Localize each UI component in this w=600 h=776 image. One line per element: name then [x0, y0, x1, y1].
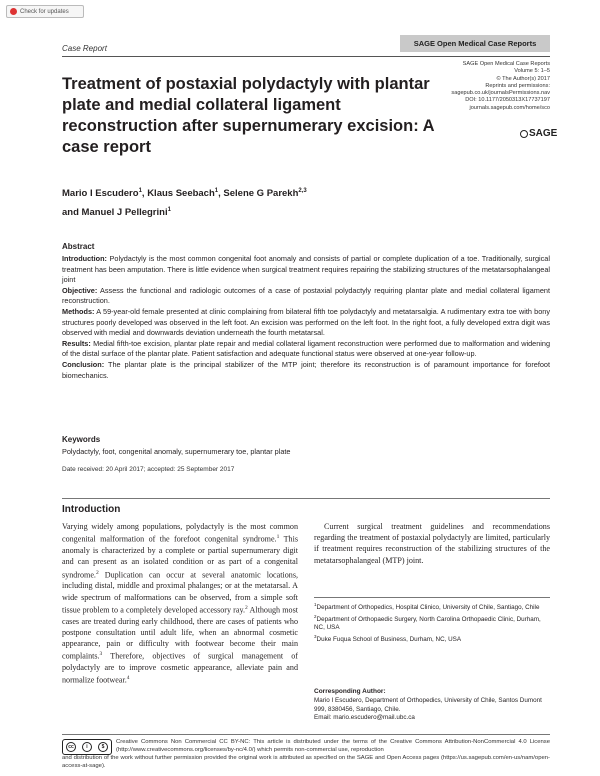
keywords-heading: Keywords — [62, 435, 101, 444]
abstract-body — [62, 254, 550, 381]
license-text-continued: and distribution of the work without further permission provided the original work is attributed as specified on the SAGE and Open Access pages (https://us.sagepub.com/en-us/nam/open-access-at-sage). — [62, 755, 550, 770]
sage-logo-text: SAGE — [529, 128, 558, 139]
license-text: Creative Commons Non Commercial CC BY-NC: This article is distributed under the terms of the Creative Commons Attribution-NonCommercial 4.0 License (http://www.creativecommons.org/licenses/by-nc/4.0/) which permits non-commercial use, reproduction — [116, 739, 550, 754]
badge-label: Check for updates — [20, 8, 69, 15]
journal-name-bar: SAGE Open Medical Case Reports — [400, 35, 550, 52]
author-name: Mario I Escudero — [62, 188, 139, 200]
creative-commons-logo[interactable] — [62, 739, 112, 755]
corresponding-author-heading: Corresponding Author: — [314, 688, 386, 695]
meta-copyright: © The Author(s) 2017 — [496, 75, 550, 82]
author-name: Manuel J Pellegrini — [81, 207, 168, 219]
affiliations — [314, 601, 550, 644]
abstract-objective: Objective: Assess the functional and radiologic outcomes of a case of postaxial polydactyly requiring plantar plate and medial collateral ligament reconstruction. — [62, 285, 551, 306]
license-divider — [62, 734, 550, 735]
introduction-heading: Introduction — [62, 504, 121, 515]
author-name: Klaus Seebach — [147, 188, 215, 200]
keywords-list: Polydactyly, foot, congenital anomaly, supernumerary toe, plantar plate — [62, 447, 291, 456]
section-divider — [62, 498, 550, 499]
article-type: Case Report — [62, 44, 107, 53]
journal-meta — [448, 61, 550, 112]
update-icon — [10, 8, 17, 15]
meta-permissions-link[interactable]: sagepub.co.uk/journalsPermissions.nav — [451, 90, 550, 97]
meta-volume: Volume 5: 1–5 — [514, 68, 550, 75]
abstract-methods: Methods: A 59-year-old female presented at clinic complaining from bilateral fifth toe polydactyly and metatarsalgia. A rudimentary extra toe with bony structures poorly developed was observed in the left foot. An excision was performed on the left foot. In the right foot, a fully developed extra digit was observed with medial and downwards deviation underneath the fourth metatarsal. — [62, 306, 550, 338]
citation-ref[interactable]: 2 — [245, 604, 248, 611]
affiliation-item: $^1$Department of Orthopedics, Hospital Clinico, University of Chile, Santiago, Chile — [314, 602, 540, 612]
introduction-paragraph-2: Current surgical treatment guidelines and recommendations regarding the treatment of postaxial polydactyly are limited, particularly if treatment requires reconstruction of the stabilizing structures of the metatarsophalangeal (MTP) joint. — [314, 522, 550, 565]
corresponding-author — [314, 697, 550, 723]
cc-icon: cc — [66, 742, 76, 752]
abstract-conclusion: Conclusion: The plantar plate is the principal stabilizer of the MTP joint; therefore its reconstruction is of paramount importance for forefoot biomechanics. — [62, 359, 550, 380]
affiliation-item: $^2$Department of Orthopaedic Surgery, North Carolina Orthopaedic Clinic, Durham, NC, USA — [314, 613, 541, 632]
abstract-heading: Abstract — [62, 242, 95, 251]
sage-logo — [520, 128, 557, 139]
corresponding-author-email[interactable]: Email: mario.escudero@mail.ubc.ca — [314, 714, 415, 721]
author-list: Mario I Escudero$^1$, Klaus Seebach$^1$, Selene G Parekh$^{2,3}$ and Manuel J Pellegrini$^1$ — [62, 188, 307, 219]
nc-icon: $ — [98, 742, 108, 752]
sage-logo-icon — [520, 130, 528, 138]
citation-ref[interactable]: 2 — [95, 569, 99, 576]
meta-doi[interactable]: DOI: 10.1177/2050313X17737197 — [465, 97, 550, 104]
affiliation-item: $^3$Duke Fuqua School of Business, Durham, NC, USA — [314, 633, 462, 643]
meta-journal-link[interactable]: journals.sagepub.com/home/sco — [469, 104, 550, 111]
meta-reprints: Reprints and permissions: — [485, 82, 550, 89]
citation-ref[interactable]: 4 — [126, 675, 130, 682]
introduction-paragraph-1: Varying widely among populations, polydactyly is the most common congenital malformation of the forefoot congenital syndrome.$^1$ This anomaly is characterized by a complete or partial supernumerary digit and can present as an isolated condition or as part of a congenital syndrome.$^2$ Duplication can occur at several anatomic locations, including distal, middle and proximal phalanges; or at the metatarsal. A wide spectrum of malformations can be observed, from a simple soft tissue problem to a completely developed accessory ray.$^2$ Although most cases are treated during early childhood, there are cases of patients who postpone consultation until adult life, when an abnormal cosmetic appearance, pain or difficulty with footwear become their main complaints.$^3$ Therefore, objectives of surgical management of polydactyly are to improve cosmetic appearance, alleviate pain and normalize footwear.$^4$ — [62, 522, 298, 686]
citation-ref[interactable]: 3 — [99, 651, 103, 658]
author-affil-sup: 1 — [167, 207, 171, 214]
citation-ref[interactable]: 1 — [276, 534, 280, 541]
author-affil-sup: 2,3 — [298, 188, 307, 194]
author-affil-sup: 1 — [138, 188, 142, 194]
author-affil-sup: 1 — [214, 188, 219, 194]
by-icon: i — [82, 742, 92, 752]
header-divider — [62, 56, 550, 57]
author-name: Selene G Parekh — [223, 188, 299, 200]
meta-journal: SAGE Open Medical Case Reports — [462, 61, 550, 67]
article-title: Treatment of postaxial polydactyly with plantar plate and medial collateral ligament reconstruction after supernumerary excision: A case report — [62, 75, 434, 156]
affiliations-divider — [314, 597, 550, 598]
abstract-introduction: Introduction: Polydactyly is the most common congenital foot anomaly and consists of partial or complete duplication of a toe. Traditionally, surgical treatment has been amputation. There is little evidence when surgical treatment requires repairing the stabilizing structures of the metatarsophalangeal joint — [62, 254, 550, 285]
received-dates: Date received: 20 April 2017; accepted: 25 September 2017 — [62, 466, 235, 473]
corresponding-author-address: Mario I Escudero, Department of Orthopedics, University of Chile, Santos Dumont 999, 8380456, Santiago, Chile. — [314, 697, 542, 713]
check-for-updates-badge[interactable] — [6, 5, 84, 18]
abstract-results: Results: Medial fifth-toe excision, plantar plate repair and medial collateral ligament reconstruction were performed due to malformation and widening of the distal surface of the plantar plate. Patient satisfaction and adequate functional status were observed at one-year follow-up. — [62, 338, 550, 359]
